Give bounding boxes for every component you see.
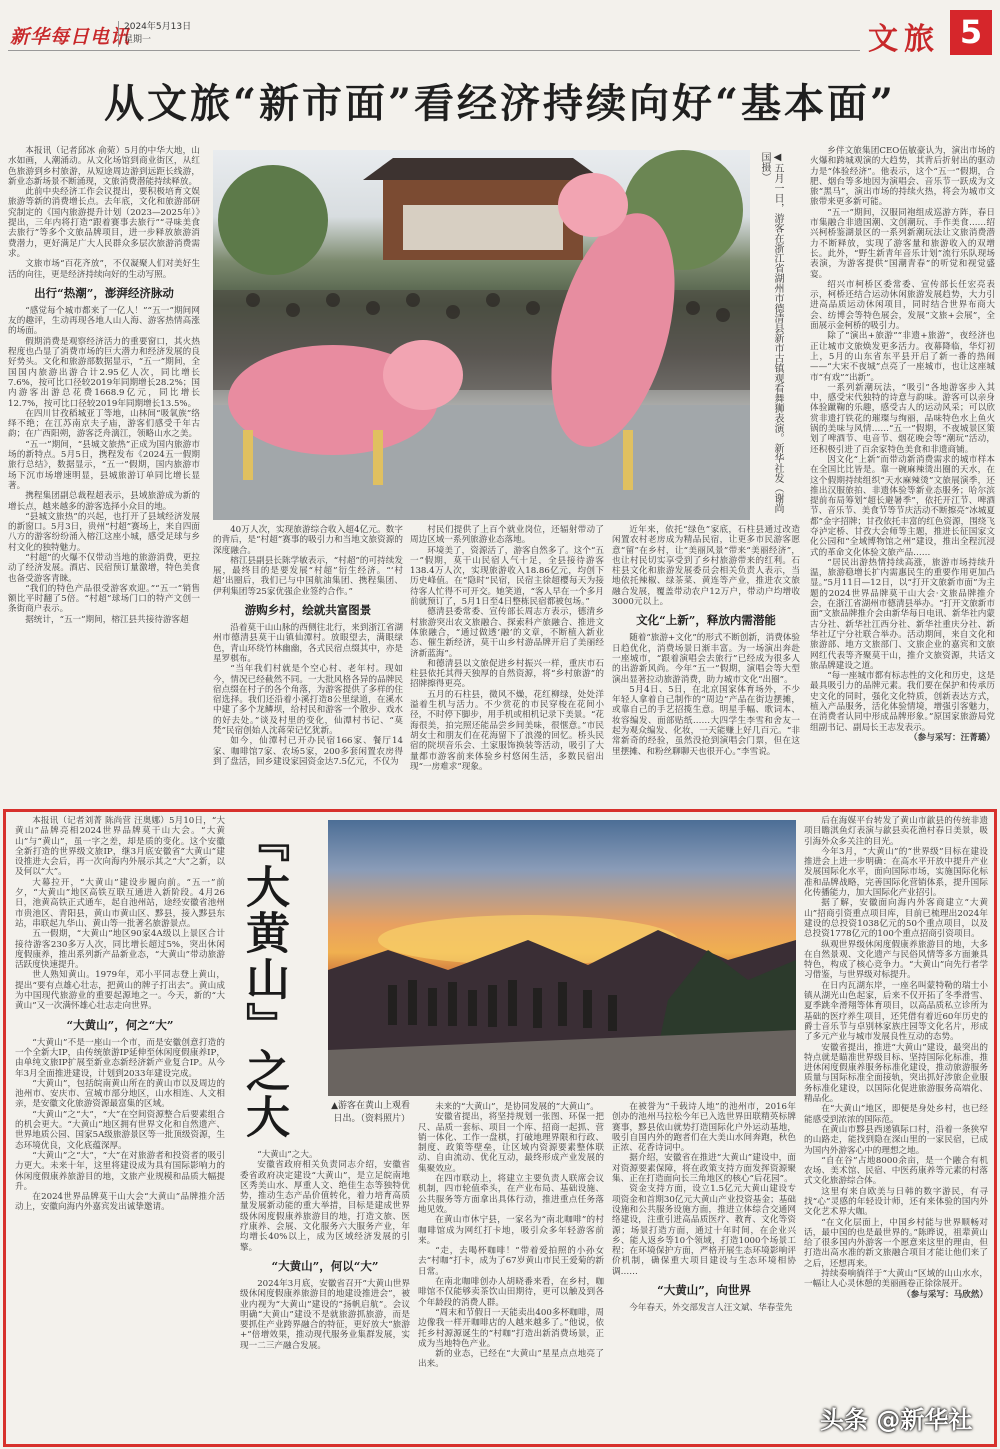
article-column — [15, 816, 225, 1213]
paragraph: 未来的“大黄山”，是协同发展的“大黄山”。 — [435, 1102, 599, 1112]
paragraph: 纵观世界级休闲度假康养旅游目的地，大多在自然景观、文化遗产与民俗风情等多方面兼具特色，构成了核心竞争力。“大黄山”向先行者学习借鉴，与世界级对标提升。 — [804, 939, 988, 981]
photo-scene — [213, 150, 750, 520]
masthead-rule — [8, 50, 860, 51]
paragraph: “县城文旅热”的兴起，也打开了县域经济发展的新窗口。5月3日，贵州“村超”赛场上，来自四面八方的游客纷纷涌入榕江这座小城，感受足球与乡村文化的独特魅力。 — [8, 511, 200, 553]
paragraph: 5月4日、5日，在北京国家体育场外，不少年轻人拿着自己制作的“周边”产品在街边摆摊，或靠自己的手艺招揽生意。明星手幅、歌词本、妆容编发、面部贴纸……大四学生李雪和舍友一起为观众编发、化妆，一天能赚上好几百元。“非常新奇的经验，虽然没抢到演唱会门票，但在这里摆摊、和粉丝聊聊天也很开心。”李雪说。 — [612, 684, 800, 757]
feature-title: 『大黄山』之大 — [238, 818, 289, 1140]
paragraph: 世人熟知黄山。1979年，邓小平同志登上黄山，提出“要有点雄心壮志，把黄山的牌子打出去”。黄山成为中国现代旅游业的重要起源地之一。今天，新的“大黄山”又一次满怀雄心壮志走向世界。 — [15, 970, 225, 1012]
paragraph: 此前中央经济工作会议提出，要积极培育文娱旅游等新的消费增长点。去年底，文化和旅游部研究制定的《国内旅游提升计划（2023—2025年）》提出，三年内将打造“跟着赛事去旅行”“寻味美食去旅行”等多个文旅品牌项目，进一步释放旅游消费潜力，更好满足广大人民群众多层次旅游消费需求。 — [8, 187, 200, 259]
paragraph: “五一”期间，汉服同袍组成巡游方阵，春日市集融合非遗国潮、文创潮玩、手作美食……绍兴柯桥鉴湖景区的一系列新潮玩法让文旅消费潜力不断释放，实现了游客量和旅游收入的双增长。此外，“野生新青年音乐计划”流行乐队现场表演，为游客提供“国潮青春”的听觉和视觉盛宴。 — [810, 207, 995, 280]
paragraph: 据统计，“五一”期间，榕江县共接待游客超 — [25, 614, 189, 625]
article-column — [612, 525, 800, 757]
paragraph: 资金支持方面，设立1.5亿元大黄山建设专项资金和首期30亿元大黄山产业投资基金；基础设施和公共服务设施方面，推进立体综合交通网络建设，注重引进高品质医疗、教育、文化等资源；场景打造方面，通过十年时间，在企业兴乡、能人返乡等10个领域，打造1000个场景工程；在环境保护方面，严格开展生态环境影响评价机制，确保重大项目建设与生态环境相协调…… — [612, 1184, 796, 1277]
paragraph: 乡伴文旅集团CEO伍敏豪认为，演出市场的火爆和跨城观演的大趋势，其背后折射出的驱动力是“体验经济”。他表示，这个“五一”假期，合肥、烟台等多地因为演唱会、音乐节一跃成为文旅“黑马”，演出市场的持续火热，将会为城市文旅带来更多新可能。 — [810, 146, 995, 208]
paragraph: 安徽省政府相关负责同志介绍，安徽省委省政府决定建设“大黄山”，是立足皖南地区秀美山水、厚重人文、绝佳生态等独特优势，推动生态产品价值转化，着力培育高质量发展新动能的重大举措，目标是建成世界级休闲度假康养旅游目的地，打造文旅、医疗康养、会展、文化服务六大服务产业，年均增长40%以上，成为区域经济发展的引擎。 — [240, 1160, 410, 1253]
paragraph: 环境美了，资源活了，游客自然多了。这个“五一”假期，莫干山民宿人气十足，全县接待游客138.4万人次，实现旅游收入18.86亿元，均创下历史峰值。在“隐时”民宿，民宿主徐超樱每天为接待客人忙得不可开交。她笑道，“客人早在一个多月前就预订了，5月1日至4日整栋民宿都被包场。” — [410, 545, 604, 608]
paragraph: “大黄山”之“大”，“大”在对旅游者和投资者的吸引力更大。未来十年，这里将建设成为具有国际影响力的休闲度假康养旅游目的地，文旅产业规模和品质大幅提升。 — [15, 1150, 225, 1192]
watermark: 头条 @新华社 — [820, 1406, 973, 1434]
article-column — [213, 525, 403, 767]
photo-caption: ◀五月一日，游客在浙江省湖州市德清县新市古镇观看舞狮表演。新华社发（谢尚国摄） — [759, 152, 783, 513]
paragraph: 在被誉为“千载诗人地”的池州市，2016年创办的池州马拉松今年已入选世界田联精英标牌赛事，黟县依山就势打造国际化户外运动基地，吸引自国内外的跑者们在大美山水间奔跑，秋色正浓、花香诗词中。 — [612, 1102, 796, 1154]
lion-dance-photo — [213, 150, 750, 520]
paragraph: 在“大黄山”地区，即便是身处乡村，也已经能感受到浓浓的国际范。 — [804, 1104, 988, 1125]
photo-scene — [328, 820, 796, 1096]
paragraph: 据了解，安徽面向海内外客商建立“大黄山”招商引资重点项目库，目前已梳理出2024年建设的总投资1038亿元的50个重点项目，以及总投资1778亿元的100个重点招商引资项目。 — [804, 898, 988, 940]
paragraph: “每一座城市都有标志性的文化和历史，这是最具吸引力的品牌元素。我们要在保护和传承历史文化的同时，强化文化特质，创新表达方式，植入产品服务，活化体验情境，增强引客魅力，在消费者认同中形成品牌形象。”原国家旅游局党组副书记、副局长王志发表示。 — [810, 671, 995, 733]
paragraph: “村超”的火爆不仅带动当地的旅游消费，更拉动了经济发展。酒店、民宿预订量激增，特色美食也备受游客青睐。 — [8, 552, 200, 584]
paragraph: “大黄山”不是一座山一个市，而是安徽创意打造的一个全新大IP，由传统旅游IP延伸至休闲度假康养IP，由单纯文旅IP扩展至新业态新经济新产业复合IP。从今年3月全面推进建设，计划到2033年建设完成。 — [15, 1037, 225, 1079]
weekday: 星期一 — [124, 35, 152, 45]
paragraph: 在日内瓦湖东岸，一座名叫蒙特勒的瑞士小镇从湖光山色起家，后来不仅开拓了冬季滑雪、夏季跳伞滑翔等体育项目，以高品质私立诊所为基础的医疗养生项目，还凭借有着近60年历史的爵士音乐节与卓别林家族庄园等文化名片，形成了多元产业与城市发展良性互动的态势。 — [804, 980, 988, 1043]
section-subheading: “大黄山”，何之“大” — [66, 1017, 174, 1032]
paragraph: “走，去喝杯咖啡！”带着爱拍照的小孙女去“村咖”打卡，成为了67岁黄山市民王爱菊的新日常。 — [418, 1246, 604, 1277]
paragraph: “周末和节假日一天能卖出400多杯咖啡，周边像我一样开咖啡店的人越来越多了。”他说，依托乡村源源诞生的“村咖”打造出新消费场景，正成为当地特色产业。 — [418, 1307, 604, 1349]
paragraph: “感觉每个城市都来了一亿人！”“五一”期间网友的趣评，生动再现各地人山人海、游客热情高涨的场面。 — [8, 305, 200, 337]
section-name: 文旅 — [868, 22, 940, 57]
paragraph: 在四川甘孜稻城亚丁等地，山林间“吸氧族”络绎不绝；在江苏南京夫子庙，游客们感受千年古韵；在广西阳朔，游客泛舟漓江，领略山水之美。 — [8, 408, 200, 440]
paragraph: “大黄山”之大。 — [257, 1150, 318, 1160]
paragraph: “居民出游热情持续高涨，旅游市场持续升温，旅游稳增长扩内需惠民生的重要作用更加凸显。”5月11日—12日，以“打开文旅新市面”为主题的2024世界品牌莫干山大会·文旅品牌推介会，在浙江省湖州市德清县举办。“打开文旅新市面”文旅品牌推介会由新华每日电讯、新华社内蒙古分社、新华社江西分社、新华社重庆分社、新华社辽宁分社联合举办。活动期间，来自文化和旅游部、地方文旅部门、文旅企业的嘉宾和文旅网红代表等齐聚莫干山，推介文旅资源，共话文旅品牌建设之道。 — [810, 557, 995, 671]
paragraph: 这里有来自欧美与日韩的数字游民，有寻找“心”灵感的年轻设计师，还有来体验的国内外文化艺术界大咖。 — [804, 1186, 988, 1218]
article-column — [810, 146, 995, 743]
paragraph: 新的业态，已经在“大黄山”星星点点地亮了出来。 — [418, 1349, 604, 1370]
paragraph: 据介绍，安徽省在推进“大黄山”建设中，面对资源要素保障，将在政策支持方面发挥资源聚集、正在打造面向长三角地区的核心“后花园”。 — [612, 1153, 796, 1185]
paragraph: “我们的特色产品很受游客欢迎。”“五一”销售额比平时翻了5倍。“村超”球场门口的特产文创一条街商户表示。 — [8, 583, 200, 615]
paragraph: 如今，仙潭村已开办民宿166家、餐厅14家、咖啡馆7家、农场5家，200多套闲置农房得到了盘活，回乡建设家园资金达7.5亿元，不仅为 — [213, 736, 403, 767]
section-subheading: 出行“热潮”，澎湃经济脉动 — [34, 285, 174, 300]
paragraph: 文旅市场“百花齐放”，不仅凝聚人们对美好生活的向往，更是经济持续向好的生动写照。 — [8, 259, 200, 280]
main-headline: 从文旅“新市面”看经济持续向好“基本面” — [103, 80, 897, 127]
paragraph: “大黄山”，包括皖南黄山所在的黄山市以及周边的池州市、安庆市、宣城市部分地区，山水相连、人文相亲，是安徽文化旅游资源最富集的区域。 — [15, 1078, 225, 1110]
paragraph: 绍兴市柯桥区委常委、宣传部长任宏亮表示，柯桥还结合运动休闲旅游发展趋势，大力引进高品质运动休闲项目，同时结合世界布商大会、纺博会等特色展会，发展“文旅+会展”，全面展示金柯桥的吸引力。 — [810, 279, 995, 332]
paragraph: 在四市联动上，将建立主要负责人联席会议机制，四市轮值牵头，在产业布局、基础设施、公共服务等方面拿出具体行动，推进重点任务落地见效。 — [418, 1174, 604, 1215]
paragraph: 德清县委常委、宣传部长周志方表示，德清乡村旅游突出农文旅融合、探索科产旅融合、推进文体旅融合，“通过做透‘融’的文章，不断植入新业态、催生新经济，莫干山乡村游品牌开启了美丽经济新蓝海”。 — [410, 607, 604, 659]
article-column — [418, 1102, 604, 1370]
paragraph: 后在海媒平台转发了黄山市歙县的传统非遗项目瞻淇鱼灯表演与歙县卖花渔村春日美景，吸引海外众多关注的目光。 — [804, 816, 988, 847]
paragraph: 今年3月，“大黄山”的“世界级”目标在建设推进会上进一步明确：在高水平开放中提升产业发展国际化水平，面向国际市场，实施国际化标准和品牌战略，完善国际化营销体系，提升国际化传播能力，加大国际化产业招引。 — [804, 846, 988, 899]
paragraph: 近年来，依托“绿色”家底，石柱县通过改造闲置农村老房成为精品民宿，让更多市民游客愿意“留”在乡村，让“美丽风景”带来“美丽经济”，也让村民切实享受到了乡村旅游带来的红利。石柱县文化和旅游发展委员会相关负责人表示，当地依托辣椒、绿茶菜、黄连等产业，推进农文旅融合发展，覆盖带动农户12万户，带动户均增收3000元以上。 — [612, 525, 800, 608]
article-column — [410, 525, 604, 772]
paragraph: 五一假期，“大黄山”地区90家4A级以上景区合计接待游客230多万人次，同比增长超过5%，突出休闲度假康养，推出系列新产品新业态，“大黄山”带动旅游活跃度快速提升。 — [15, 929, 225, 971]
paragraph: 五月的石柱县，微风不燥，花红柳绿，处处洋溢着生机与活力。不少赏花的市民穿梭在花间小径，不时停下脚步，用手机或相机记录下美景。“花海很美，拍完照还能品尝乡间美味，很惬意。”市民胡女士和朋友们在花海留下了浪漫的回忆。桥头民宿的院坝音乐会、土家服饰换装等活动，吸引了大量都市游客前来体验乡村悠闲生活，多数民宿出现“一房难求”现象。 — [410, 689, 604, 772]
paragraph: 因文化“上新”而带动新消费需求的城市样本在全国比比皆是。靠一碗麻辣烫出圈的天水，在这个假期持续组织“天水麻辣烫”文旅展演季，还推出汉服旅拍、非遗体验等新业态服务；哈尔滨提前布局筹划“超长避暑季”，依托开江节、啤酒节、音乐节、美食节等节庆活动不断擦亮“冰城夏都”金字招牌；甘孜依托丰富的红色资源，围绕飞夺泸定桥、甘孜大会师等主题，推进长征国家文化公园和“全域博物馆之州”建设，推出全程沉浸式的革命文化体验文旅产品…… — [810, 454, 995, 558]
paragraph: “大黄山”之“大”，“大”在空间资源整合后要素组合的机会更大。“大黄山”地区拥有世界文化和自然遗产、世界地质公园、国家5A级旅游景区等一批顶级资源，生态环境优良，文化底蕴深厚。 — [15, 1109, 225, 1151]
contributor-credit: （参与采写：汪菁璐） — [909, 732, 995, 743]
section-subheading: “大黄山”，向世界 — [657, 1283, 751, 1298]
article-column — [804, 816, 988, 1300]
paragraph: 榕江县副县长陈学敏表示，“村超”的可持续发展，最终目的是要发展“村超”衍生经济。“‘村超’出圈后，我们已与中国航油集团、携程集团、伊利集团等25家优强企业签约合作。” — [213, 555, 403, 597]
paragraph: 假期消费是观察经济活力的重要窗口，其火热程度也凸显了消费市场的巨大潜力和经济发展的良好势头。文化和旅游部数据显示，“五一”期间，全国国内旅游出游合计2.95亿人次，同比增长7.6%，按可比口径较2019年同期增长28.2%；国内游客出游总花费1668.9亿元，同比增长12.7%，按可比口径较2019年同期增长13.5%。 — [8, 336, 200, 409]
section-subheading: 文化“上新”，释放内需潜能 — [636, 613, 776, 628]
paragraph: 安徽省提出，推进“大黄山”建设，最突出的特点就是瞄准世界级目标、坚持国际化标准，推进休闲度假康养服务标准化建设，推动旅游服务质量与国际标准全面接轨，突出抓好涉旅企业服务标准化建设，以国际化促进旅游服务高端化、精品化。 — [804, 1042, 988, 1105]
section-subheading: “大黄山”，何以“大” — [271, 1258, 379, 1273]
paragraph: 今年春天，外交部发言人汪文斌、华春莹先 — [629, 1303, 793, 1314]
newspaper-logo: 新华每日电讯 — [10, 26, 131, 48]
article-column — [240, 1150, 410, 1351]
issue-date — [118, 21, 191, 47]
date: 2024年5月13日 — [124, 22, 192, 32]
paragraph: 沿着莫干山山脉的西侧往北行，来到浙江省湖州市德清县莫干山镇仙潭村。放眼望去，满眼绿色，青山环绕竹林幽幽，各式民宿点缀其中，亦是星罗棋布。 — [213, 623, 403, 664]
paragraph: 在黄山市黟县西递镇际口村，沿着一条狭窄的山路走，能找到隐在深山里的一家民宿，已成为国内外游客心中的理想之地。 — [804, 1124, 988, 1156]
paragraph: “五一”期间，“县城文旅热”正成为国内旅游市场的新特点。5月5日，携程发布《2024五一假期旅行总结》，数据显示，“五一”假期，国内旅游市场下沉市场增速明显，县城旅游订单同比增长显著。 — [8, 439, 200, 491]
paragraph: 本报讯（记者刘菁 陈尚营 汪奥娜）5月10日，“大黄山”品牌亮相2024世界品牌莫干山大会。“大黄山”与“黄山”，虽一字之差，却是质的变化。这个安徽全新打造的世界级文旅IP，继3月底安徽省“大黄山”建设推进大会后，再一次向海内外展示其之“大”之新，以及何以“大”。 — [15, 816, 225, 878]
paragraph: 安徽省提出，将坚持规划一张图、环保一把尺、品质一套标、项目一个库、招商一起抓、营销一体化、工作一盘棋，打破地理界限和行政、制度、政策等壁垒，让区域内资源要素整体联动、自由流动、优化互动，最终形成产业发展的集聚效应。 — [418, 1112, 604, 1174]
paragraph: 携程集团副总裁程超表示，县域旅游成为新的增长点，越来越多的游客选择小众目的地。 — [8, 491, 200, 512]
paragraph: 在2024世界品牌莫干山大会“大黄山”品牌推介活动上，安徽向海内外嘉宾发出诚挚邀请。 — [15, 1192, 225, 1213]
paragraph: “在文化层面上，中国乡村能与世界顺畅对话，最中国的也是最世界的。”陈晔说，祖辈黄山给了很多国内外游客一个愿意来这里的理由，但打造出高水准的新文旅融合项目才能让他们来了之后，还想再来。 — [804, 1217, 988, 1269]
paragraph: 2024年3月底，安徽省召开“大黄山世界级休闲度假康养旅游目的地建设推进会”，被业内视为“大黄山”建设的“扬帆启航”。会议明确“大黄山”建设不是就旅游抓旅游，而是要抓住产业跨界融合的特征，更好放大“旅游+”倍增效果，推动现代服务业集群发展，实现一二三产融合发展。 — [240, 1278, 410, 1351]
photo-caption: ▲游客在黄山上观看日出。（资料照片） — [331, 1101, 410, 1124]
paragraph: “当年我们村就是个空心村、老年村。现如今，情况已经截然不同。一大批风格各异的品牌民宿点缀在村子的各个角落，为游客提供了多样的住宿选择。我们还沿着小溪打造8公里绿道，在溪水中建了多个龙鳞坝，给村民和游客一个散步、戏水的好去处。”谈及村里的变化，仙潭村书记、“莫梵”民宿创始人沈蒋荣记忆犹新。 — [213, 664, 403, 737]
contributor-credit: （参与采写：马欣然） — [902, 1289, 988, 1300]
paragraph: “自在谷”占地8000余亩，是一个融合有机农场、美术馆、民宿、中医药康养等元素的村落式文化旅游综合体。 — [804, 1155, 988, 1187]
huangshan-sunrise-photo — [328, 820, 796, 1096]
paragraph: 持续奏响徜徉于“大黄山”区域的山山水水，一幅让人心灵休憩的美丽画卷正徐徐展开。 — [804, 1269, 988, 1290]
article-column — [8, 146, 200, 625]
paragraph: 40万人次，实现旅游综合收入超4亿元。数字的背后，是“村超”赛事的吸引力和当地文旅资源的深度融合。 — [213, 525, 403, 556]
paragraph: 在南北咖啡创办人胡晓番来看，在乡村，咖啡馆不仅能够卖茶饮山田期待，更可以触及到各个年龄段的消费人群。 — [418, 1277, 604, 1308]
paragraph: 一系列新潮玩法，“吸引”各地游客步入其中，感受宋代独特的诗意与韵味。游客可以亲身体验蹴鞠的乐趣，感受古人的运动风采；可以欣赏非遗打铁花的璀璨与绚丽，品味特色水上鱼火锅的美味与风情……“五一”假期，不夜城景区策划了啤酒节、电音节、烟花晚会等“潮玩”活动，还积极引进了百余家特色美食和非遗商铺。 — [810, 382, 995, 455]
paragraph: 和德清县以文旅促进乡村振兴一样，重庆市石柱县依托其得天独厚的自然资源，将“乡村旅游”的招牌擦得更亮。 — [410, 658, 604, 690]
paragraph: 在黄山市休宁县，一家名为“南北咖啡”的村咖啡馆成为网红打卡地，吸引众多年轻游客前来。 — [418, 1215, 604, 1246]
article-column — [612, 1102, 796, 1313]
section-subheading: 游购乡村，绘就共富图景 — [244, 603, 372, 618]
paragraph: 随着“旅游+文化”的形式不断创新，消费体验日趋优化，消费场景日渐丰富。为一场演出奔赴一座城市，“跟着演唱会去旅行”已经成为很多人的出游新风尚。今年“五一”假期，演唱会等大型演出显著拉动旅游消费，助力城市文化“出圈”。 — [612, 633, 800, 685]
page-number: 5 — [950, 10, 992, 55]
paragraph: 村民们提供了上百个就业岗位，还辐射带动了周边区域一系列旅游业态落地。 — [410, 525, 604, 546]
paragraph: 本报讯（记者邱冰 俞菀）5月的中华大地，山水如画，人潮涌动。从文化场馆到商业街区，从红色旅游到乡村旅游，从短途周边游到远距长线游，新业态新场景不断涌现，文旅消费潜能持续释放。 — [8, 146, 200, 187]
paragraph: 大幕拉开，“大黄山”建设步履向前。“五一”前夕，“大黄山”地区高铁互联互通进入新阶段。4月26日，池黄高铁正式通车，起自池州站，途经安徽省池州市贵池区、青阳县，黄山市黄山区、黟县，接入黟县东站，串联起九华山、黄山等一批著名旅游景点。 — [15, 877, 225, 929]
paragraph: 除了“演出+旅游”“非遗+旅游”，夜经济也正让城市文旅焕发更多活力。夜幕降临，华灯初上，5月的山东省东平县开启了新一番的热闹——“大宋不夜城”点亮了一座城市，也让这座城市“有戏”“出新”。 — [810, 331, 995, 383]
